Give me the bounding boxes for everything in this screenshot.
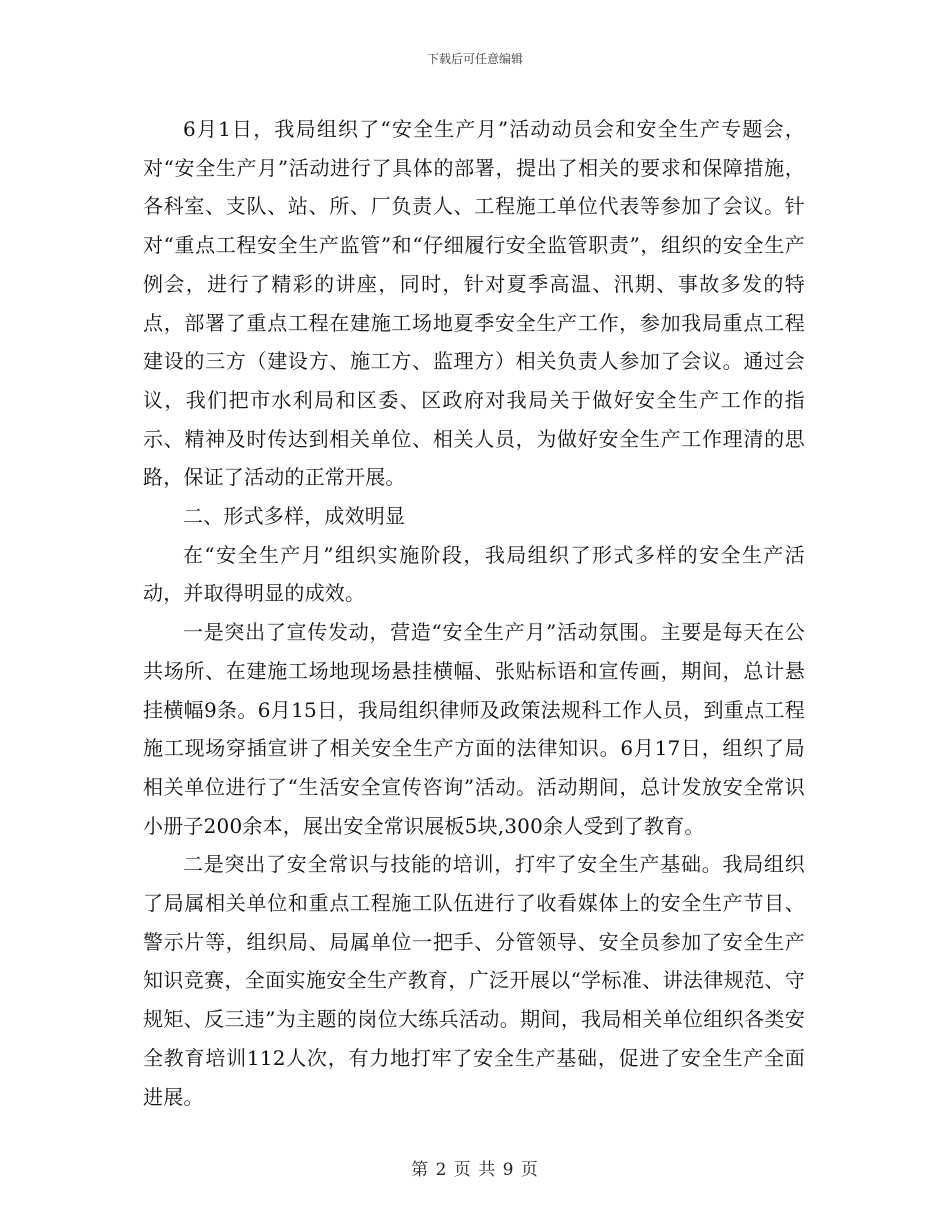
section-heading: 二、形式多样，成效明显 — [183, 504, 406, 529]
paragraph-meeting: 6月1日，我局组织了“安全生产月”活动动员会和安全生产专题会，对“安全生产月”活动进行了具体的部署，提出了相关的要求和保障措施，各科室、支队、站、所、厂负责人、工程施工单位代表等参加了会议。针对“重点工程安全生产监管”和“仔细履行安全监管职责”，组织的安全生产例会，进行了精彩的讲座，同时，针对夏季高温、汛期、事故多发的特点，部署了重点工程在建施工场地夏季安全生产工作，参加我局重点工程建设的三方（建设方、施工方、监理方）相关负责人参加了会议。通过会议，我们把市水利局和区委、区政府对我局关于做好安全生产工作的指示、精神及时传达到相关单位、相关人员，为做好安全生产工作理清的思路，保证了活动的正常开展。 — [143, 117, 805, 490]
page-number: 第 2 页 共 9 页 — [411, 1160, 539, 1180]
paragraph-training: 二是突出了安全常识与技能的培训，打牢了安全生产基础。我局组织了局属相关单位和重点工程施工队伍进行了收看媒体上的安全生产节目、警示片等，组织局、局属单位一把手、分管领导、安全员参加了安全生产知识竞赛，全面实施安全生产教育，广泛开展以“学标准、讲法律规范、守规矩、反三违”为主题的岗位大练兵活动。期间，我局相关单位组织各类安全教育培训112人次，有力地打牢了安全生产基础，促进了安全生产全面进展。 — [143, 852, 805, 1109]
document-body — [143, 110, 805, 1116]
paragraph-intro: 在“安全生产月”组织实施阶段，我局组织了形式多样的安全生产活动，并取得明显的成效。 — [143, 542, 805, 606]
paragraph-publicity: 一是突出了宣传发动，营造“安全生产月”活动氛围。主要是每天在公共场所、在建施工场地现场悬挂横幅、张贴标语和宣传画，期间，总计悬挂横幅9条。6月15日，我局组织律师及政策法规科工作人员，到重点工程施工现场穿插宣讲了相关安全生产方面的法律知识。6月17日，组织了局相关单位进行了“生活安全宣传咨询”活动。活动期间，总计发放安全常识小册子200余本，展出安全常识展板5块,300余人受到了教育。 — [143, 620, 805, 838]
page-header-note: 下载后可任意编辑 — [426, 52, 523, 66]
